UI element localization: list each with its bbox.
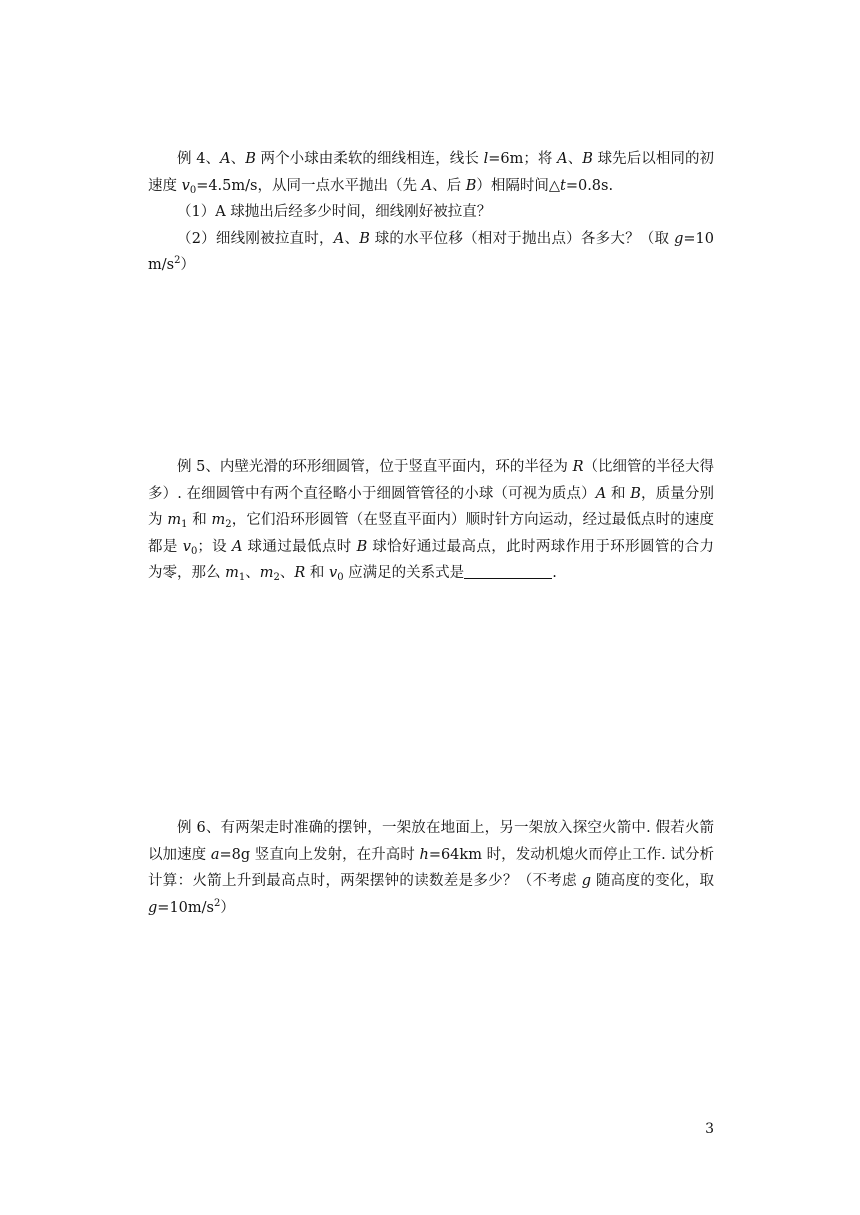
example-5: 例 5、内壁光滑的环形细圆管，位于竖直平面内，环的半径为 R（比细管的半径大得多）. 在细圆管中有两个直径略小于细圆管管径的小球（可视为质点）A 和 B，质量分别为 $m_1$ 和 $m_2$，它们沿环形圆管（在竖直平面内）顺时针方向运动，经过最低点时的速度都是 $v_0$；设 A 球通过最低点时 B 球恰好通过最高点，此时两球作用于环形圆管的合力为零，那么 $m_1$、$m_2$、R 和 $v_0$ 应满足的关系式是 . (148, 459, 715, 583)
page-number: 3 (705, 1121, 714, 1137)
example-6: 例 6、有两架走时准确的摆钟，一架放在地面上，另一架放入探空火箭中. 假若火箭以加速度 a=8g 竖直向上发射，在升高时 h=64km 时，发动机熄火而停止工作. 试分析计算：火箭上升到最高点时，两架摆钟的读数差是多少？（不考虑 g 随高度的变化，取 $g=10m/s^2$） (148, 820, 715, 916)
example-4-question-2: （2）细线刚被拉直时，A、B 球的水平位移（相对于抛出点）各多大？（取 $g=10m/s^2$） (148, 230, 715, 273)
answer-blank (464, 564, 552, 579)
example-4 (148, 146, 714, 279)
example-4-question-1: （1）A 球抛出后经多少时间，细线刚好被拉直？ (177, 204, 492, 220)
example-4-statement: 例 4、A、B 两个小球由柔软的细线相连，线长 l=6m；将 A、B 球先后以相同的初速度 $v_0=4.5m/s$，从同一点水平抛出（先 A、后 B）相隔时间△t=0.8s. (148, 151, 715, 196)
